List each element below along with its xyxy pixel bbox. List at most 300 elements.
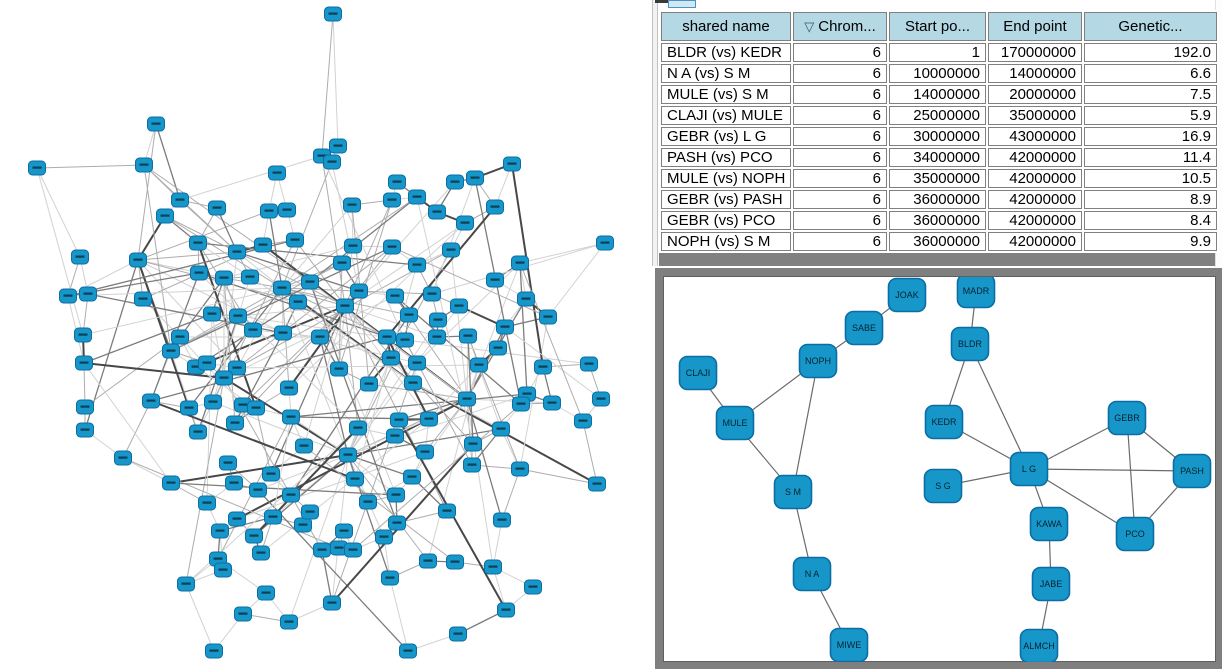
- value-cell[interactable]: 42000000: [988, 148, 1082, 167]
- subnetwork-node-na[interactable]: [794, 558, 831, 591]
- network-node[interactable]: [447, 175, 464, 189]
- value-cell[interactable]: 14000000: [988, 64, 1082, 83]
- network-node[interactable]: [229, 512, 246, 526]
- node-label-smudge: [413, 362, 422, 364]
- edge-name-cell[interactable]: MULE (vs) NOPH: [661, 169, 791, 188]
- network-node[interactable]: [391, 413, 408, 427]
- network-node[interactable]: [295, 518, 312, 532]
- network-node[interactable]: [421, 412, 438, 426]
- subnetwork-node-gebr[interactable]: [1109, 402, 1146, 435]
- table-row[interactable]: [661, 85, 1217, 104]
- network-node[interactable]: [216, 271, 233, 285]
- value-cell[interactable]: 6: [793, 106, 887, 125]
- value-cell[interactable]: 36000000: [889, 211, 986, 230]
- value-cell[interactable]: 6: [793, 64, 887, 83]
- node-label-smudge: [585, 363, 594, 365]
- network-node[interactable]: [540, 310, 557, 324]
- network-node[interactable]: [350, 421, 367, 435]
- node-label-smudge: [249, 329, 258, 331]
- value-cell[interactable]: 6.6: [1084, 64, 1217, 83]
- network-node[interactable]: [205, 395, 222, 409]
- network-node[interactable]: [498, 603, 515, 617]
- node-label-smudge: [428, 293, 437, 295]
- column-header-startpo[interactable]: [889, 12, 986, 41]
- node-label-smudge: [539, 366, 548, 368]
- node-label-smudge: [349, 549, 358, 551]
- edge-name-cell[interactable]: BLDR (vs) KEDR: [661, 43, 791, 62]
- network-node[interactable]: [283, 488, 300, 502]
- value-cell[interactable]: 6: [793, 148, 887, 167]
- value-cell[interactable]: 42000000: [988, 211, 1082, 230]
- network-node[interactable]: [135, 292, 152, 306]
- network-node[interactable]: [324, 596, 341, 610]
- value-cell[interactable]: 25000000: [889, 106, 986, 125]
- network-node[interactable]: [344, 198, 361, 212]
- network-node[interactable]: [345, 543, 362, 557]
- edge-name-cell[interactable]: PASH (vs) PCO: [661, 148, 791, 167]
- network-node[interactable]: [230, 309, 247, 323]
- network-node[interactable]: [420, 554, 437, 568]
- network-node[interactable]: [383, 351, 400, 365]
- value-cell[interactable]: 30000000: [889, 127, 986, 146]
- node-label-smudge: [283, 209, 292, 211]
- value-cell[interactable]: 14000000: [889, 85, 986, 104]
- network-node[interactable]: [172, 330, 189, 344]
- network-node[interactable]: [265, 510, 282, 524]
- value-cell[interactable]: 36000000: [889, 190, 986, 209]
- network-node[interactable]: [209, 201, 226, 215]
- subnetwork-node-madr[interactable]: [958, 277, 995, 308]
- sort-filter-icon[interactable]: ▽: [804, 19, 815, 34]
- network-node[interactable]: [334, 256, 351, 270]
- table-row[interactable]: [661, 211, 1217, 230]
- edge-name-cell[interactable]: GEBR (vs) PCO: [661, 211, 791, 230]
- value-cell[interactable]: 36000000: [889, 232, 986, 251]
- node-label-smudge: [161, 215, 170, 217]
- network-node[interactable]: [163, 476, 180, 490]
- value-cell[interactable]: 8.4: [1084, 211, 1217, 230]
- network-node[interactable]: [215, 563, 232, 577]
- subnetwork-node-bldr[interactable]: [952, 328, 989, 361]
- network-node[interactable]: [409, 190, 426, 204]
- column-header-sharedname[interactable]: [661, 12, 791, 41]
- network-node[interactable]: [181, 401, 198, 415]
- network-node[interactable]: [405, 376, 422, 390]
- network-node[interactable]: [302, 505, 319, 519]
- network-node[interactable]: [130, 253, 147, 267]
- value-cell[interactable]: 6: [793, 85, 887, 104]
- network-node[interactable]: [274, 281, 291, 295]
- network-node[interactable]: [248, 401, 265, 415]
- network-node[interactable]: [404, 470, 421, 484]
- node-label-smudge: [318, 549, 327, 551]
- node-label-smudge: [468, 464, 477, 466]
- node-label-smudge: [287, 416, 296, 418]
- network-node[interactable]: [525, 580, 542, 594]
- subnetwork-node-kedr[interactable]: [926, 406, 963, 439]
- network-node[interactable]: [430, 313, 447, 327]
- network-node[interactable]: [229, 245, 246, 259]
- value-cell[interactable]: 6: [793, 169, 887, 188]
- table-row[interactable]: [661, 127, 1217, 146]
- subnetwork-node-miwe[interactable]: [831, 629, 868, 662]
- value-cell[interactable]: 10.5: [1084, 169, 1217, 188]
- value-cell[interactable]: 6: [793, 211, 887, 230]
- network-node[interactable]: [397, 333, 414, 347]
- network-node[interactable]: [487, 200, 504, 214]
- network-node[interactable]: [485, 560, 502, 574]
- network-node[interactable]: [29, 161, 46, 175]
- network-node[interactable]: [72, 250, 89, 264]
- network-node[interactable]: [258, 586, 275, 600]
- node-label-smudge: [391, 435, 400, 437]
- network-node[interactable]: [226, 476, 243, 490]
- node-label-smudge: [461, 222, 470, 224]
- network-node[interactable]: [513, 397, 530, 411]
- network-node[interactable]: [279, 203, 296, 217]
- network-node[interactable]: [389, 516, 406, 530]
- network-node[interactable]: [263, 467, 280, 481]
- network-node[interactable]: [494, 513, 511, 527]
- network-node[interactable]: [384, 240, 401, 254]
- network-node[interactable]: [379, 330, 396, 344]
- subnetwork-edge: [793, 361, 818, 492]
- table-row[interactable]: [661, 106, 1217, 125]
- subnetwork-node-sabe[interactable]: [846, 312, 883, 345]
- node-label-smudge: [285, 387, 294, 389]
- edge-name-cell[interactable]: N A (vs) S M: [661, 64, 791, 83]
- network-node[interactable]: [253, 546, 270, 560]
- network-node[interactable]: [190, 425, 207, 439]
- network-edge: [138, 124, 156, 260]
- network-node[interactable]: [409, 258, 426, 272]
- network-node[interactable]: [163, 344, 180, 358]
- value-cell[interactable]: 192.0: [1084, 43, 1217, 62]
- subnetwork-node-kawa[interactable]: [1031, 508, 1068, 541]
- network-node[interactable]: [157, 209, 174, 223]
- network-node[interactable]: [387, 429, 404, 443]
- column-header-genetic[interactable]: [1084, 12, 1217, 41]
- network-node[interactable]: [451, 299, 468, 313]
- network-node[interactable]: [464, 458, 481, 472]
- network-node[interactable]: [302, 275, 319, 289]
- node-label-smudge: [306, 281, 315, 283]
- subnetwork-edge: [1127, 418, 1135, 534]
- subnetwork-node-sg[interactable]: [925, 470, 962, 503]
- network-node[interactable]: [388, 488, 405, 502]
- network-node[interactable]: [417, 445, 434, 459]
- network-node[interactable]: [471, 358, 488, 372]
- network-node[interactable]: [216, 371, 233, 385]
- edge-name-cell[interactable]: MULE (vs) S M: [661, 85, 791, 104]
- network-node[interactable]: [465, 437, 482, 451]
- network-node[interactable]: [330, 139, 347, 153]
- value-cell[interactable]: 42000000: [988, 169, 1082, 188]
- edge-name-cell[interactable]: NOPH (vs) S M: [661, 232, 791, 251]
- subnetwork-node-lg[interactable]: [1011, 453, 1048, 486]
- network-node[interactable]: [206, 644, 223, 658]
- network-node[interactable]: [80, 287, 97, 301]
- network-node[interactable]: [290, 295, 307, 309]
- node-label-smudge: [220, 277, 229, 279]
- network-node[interactable]: [77, 423, 94, 437]
- node-label-smudge: [246, 276, 255, 278]
- network-node[interactable]: [190, 236, 207, 250]
- value-cell[interactable]: 35000000: [889, 169, 986, 188]
- network-node[interactable]: [212, 524, 229, 538]
- network-node[interactable]: [199, 356, 216, 370]
- network-node[interactable]: [245, 323, 262, 337]
- network-node[interactable]: [504, 157, 521, 171]
- node-label-smudge: [548, 402, 557, 404]
- subnetwork-node-label: GEBR: [1114, 413, 1140, 423]
- network-node[interactable]: [443, 243, 460, 257]
- network-node[interactable]: [401, 308, 418, 322]
- subnetwork-node-pco[interactable]: [1117, 518, 1154, 551]
- network-node[interactable]: [324, 155, 341, 169]
- network-node[interactable]: [325, 7, 342, 21]
- node-label-smudge: [234, 315, 243, 317]
- network-node[interactable]: [331, 362, 348, 376]
- network-node[interactable]: [337, 299, 354, 313]
- network-node[interactable]: [376, 530, 393, 544]
- value-cell[interactable]: 43000000: [988, 127, 1082, 146]
- network-edge: [37, 165, 144, 168]
- node-label-smudge: [195, 272, 204, 274]
- value-cell[interactable]: 11.4: [1084, 148, 1217, 167]
- subnetwork-node-sm[interactable]: [775, 476, 812, 509]
- network-edge: [332, 162, 359, 291]
- network-node[interactable]: [250, 483, 267, 497]
- table-row[interactable]: [661, 169, 1217, 188]
- node-label-smudge: [421, 451, 430, 453]
- column-header-endpoint[interactable]: [988, 12, 1082, 41]
- network-node[interactable]: [512, 462, 529, 476]
- network-node[interactable]: [220, 456, 237, 470]
- network-node[interactable]: [382, 571, 399, 585]
- node-label-smudge: [194, 431, 203, 433]
- network-edge: [583, 421, 597, 484]
- network-node[interactable]: [275, 326, 292, 340]
- subnetwork-node-claji[interactable]: [680, 357, 717, 390]
- node-label-smudge: [335, 368, 344, 370]
- subnetwork-node-mule[interactable]: [717, 407, 754, 440]
- node-label-smudge: [306, 511, 315, 513]
- value-cell[interactable]: 8.9: [1084, 190, 1217, 209]
- table-row[interactable]: [661, 64, 1217, 83]
- network-node[interactable]: [459, 392, 476, 406]
- table-scrollbar-track[interactable]: [652, 0, 658, 266]
- node-label-smudge: [265, 210, 274, 212]
- network-node[interactable]: [242, 270, 259, 284]
- network-node[interactable]: [597, 236, 614, 250]
- node-label-smudge: [391, 295, 400, 297]
- network-node[interactable]: [361, 377, 378, 391]
- column-grip-tab[interactable]: [668, 0, 696, 8]
- value-cell[interactable]: 10000000: [889, 64, 986, 83]
- network-node[interactable]: [593, 392, 610, 406]
- value-cell[interactable]: 16.9: [1084, 127, 1217, 146]
- network-node[interactable]: [75, 328, 92, 342]
- network-node[interactable]: [360, 495, 377, 509]
- network-node[interactable]: [409, 356, 426, 370]
- subnetwork-node-jabe[interactable]: [1033, 568, 1070, 601]
- network-node[interactable]: [589, 477, 606, 491]
- column-header-chrom[interactable]: [793, 12, 887, 41]
- table-header-row: [661, 12, 1217, 41]
- subnetwork-node-noph[interactable]: [800, 345, 837, 378]
- network-node[interactable]: [172, 193, 189, 207]
- network-node[interactable]: [497, 320, 514, 334]
- subnetwork-node-label: MIWE: [836, 640, 862, 650]
- node-label-smudge: [388, 199, 397, 201]
- table-row[interactable]: [661, 190, 1217, 209]
- edge-name-cell[interactable]: CLAJI (vs) MULE: [661, 106, 791, 125]
- value-cell[interactable]: 20000000: [988, 85, 1082, 104]
- subnetwork-canvas[interactable]: [664, 277, 1217, 662]
- network-node[interactable]: [544, 396, 561, 410]
- network-node[interactable]: [287, 233, 304, 247]
- network-node[interactable]: [512, 256, 529, 270]
- network-node[interactable]: [429, 205, 446, 219]
- node-label-smudge: [380, 536, 389, 538]
- network-node[interactable]: [235, 607, 252, 621]
- node-label-smudge: [434, 319, 443, 321]
- network-node[interactable]: [351, 284, 368, 298]
- subnetwork-node-joak[interactable]: [889, 279, 926, 312]
- network-edge: [412, 399, 467, 477]
- network-node[interactable]: [227, 416, 244, 430]
- table-row[interactable]: [661, 43, 1217, 62]
- network-node[interactable]: [490, 341, 507, 355]
- value-cell[interactable]: 6: [793, 127, 887, 146]
- network-node[interactable]: [269, 166, 286, 180]
- table-row[interactable]: [661, 148, 1217, 167]
- node-label-smudge: [354, 427, 363, 429]
- subnetwork-node-label: KEDR: [931, 417, 957, 427]
- network-node[interactable]: [389, 175, 406, 189]
- network-edge: [186, 584, 214, 651]
- node-label-smudge: [471, 177, 480, 179]
- network-node[interactable]: [77, 400, 94, 414]
- value-cell[interactable]: 1: [889, 43, 986, 62]
- network-node[interactable]: [115, 451, 132, 465]
- network-edge: [37, 168, 80, 257]
- table-body: [661, 43, 1217, 251]
- subnetwork-node-label: PASH: [1180, 466, 1204, 476]
- network-node[interactable]: [246, 529, 263, 543]
- network-node[interactable]: [60, 289, 77, 303]
- subnetwork-canvas-frame: [663, 276, 1216, 662]
- edge-attribute-table: [659, 10, 1219, 253]
- network-node[interactable]: [261, 204, 278, 218]
- network-node[interactable]: [450, 627, 467, 641]
- edge-name-cell[interactable]: GEBR (vs) PASH: [661, 190, 791, 209]
- value-cell[interactable]: 6: [793, 190, 887, 209]
- value-cell[interactable]: 6: [793, 232, 887, 251]
- network-node[interactable]: [314, 543, 331, 557]
- network-node[interactable]: [296, 439, 313, 453]
- network-node[interactable]: [281, 381, 298, 395]
- node-label-smudge: [393, 522, 402, 524]
- network-node[interactable]: [518, 292, 535, 306]
- value-cell[interactable]: 9.9: [1084, 232, 1217, 251]
- table-row[interactable]: [661, 232, 1217, 251]
- subnetwork-node-label: MADR: [962, 286, 990, 296]
- network-node[interactable]: [199, 496, 216, 510]
- value-cell[interactable]: 35000000: [988, 106, 1082, 125]
- network-node[interactable]: [439, 504, 456, 518]
- value-cell[interactable]: 7.5: [1084, 85, 1217, 104]
- network-node[interactable]: [581, 357, 598, 371]
- node-label-smudge: [413, 264, 422, 266]
- network-node[interactable]: [136, 158, 153, 172]
- value-cell[interactable]: 170000000: [988, 43, 1082, 62]
- network-node[interactable]: [493, 422, 510, 436]
- network-node[interactable]: [460, 329, 477, 343]
- node-label-smudge: [250, 535, 259, 537]
- network-node[interactable]: [467, 171, 484, 185]
- network-node[interactable]: [178, 577, 195, 591]
- node-label-smudge: [300, 445, 309, 447]
- network-edge: [520, 469, 597, 484]
- network-node[interactable]: [283, 410, 300, 424]
- node-label-smudge: [167, 350, 176, 352]
- node-label-smudge: [285, 621, 294, 623]
- network-node[interactable]: [336, 524, 353, 538]
- network-node[interactable]: [76, 356, 93, 370]
- network-node[interactable]: [204, 307, 221, 321]
- network-node[interactable]: [400, 644, 417, 658]
- network-node[interactable]: [312, 330, 329, 344]
- network-node[interactable]: [429, 330, 446, 344]
- network-node[interactable]: [457, 216, 474, 230]
- node-label-smudge: [401, 339, 410, 341]
- network-node[interactable]: [424, 287, 441, 301]
- network-node[interactable]: [387, 289, 404, 303]
- network-node[interactable]: [148, 117, 165, 131]
- network-node[interactable]: [384, 193, 401, 207]
- network-node[interactable]: [340, 448, 357, 462]
- value-cell[interactable]: 42000000: [988, 232, 1082, 251]
- network-node[interactable]: [535, 360, 552, 374]
- value-cell[interactable]: 6: [793, 43, 887, 62]
- network-edge: [68, 260, 138, 296]
- node-label-smudge: [267, 473, 276, 475]
- node-label-smudge: [338, 262, 347, 264]
- network-node[interactable]: [575, 414, 592, 428]
- node-label-smudge: [213, 207, 222, 209]
- network-node[interactable]: [487, 273, 504, 287]
- subnetwork-node-pash[interactable]: [1174, 455, 1211, 488]
- network-node[interactable]: [347, 472, 364, 486]
- node-label-smudge: [388, 246, 397, 248]
- value-cell[interactable]: 42000000: [988, 190, 1082, 209]
- value-cell[interactable]: 34000000: [889, 148, 986, 167]
- network-node[interactable]: [281, 615, 298, 629]
- subnetwork-edges: [698, 291, 1192, 646]
- node-label-smudge: [364, 501, 373, 503]
- node-label-smudge: [516, 468, 525, 470]
- network-node[interactable]: [345, 239, 362, 253]
- network-node[interactable]: [255, 238, 272, 252]
- subnetwork-node-almch[interactable]: [1021, 630, 1058, 663]
- edge-name-cell[interactable]: GEBR (vs) L G: [661, 127, 791, 146]
- network-node[interactable]: [191, 266, 208, 280]
- value-cell[interactable]: 5.9: [1084, 106, 1217, 125]
- network-node[interactable]: [447, 555, 464, 569]
- network-node[interactable]: [143, 394, 160, 408]
